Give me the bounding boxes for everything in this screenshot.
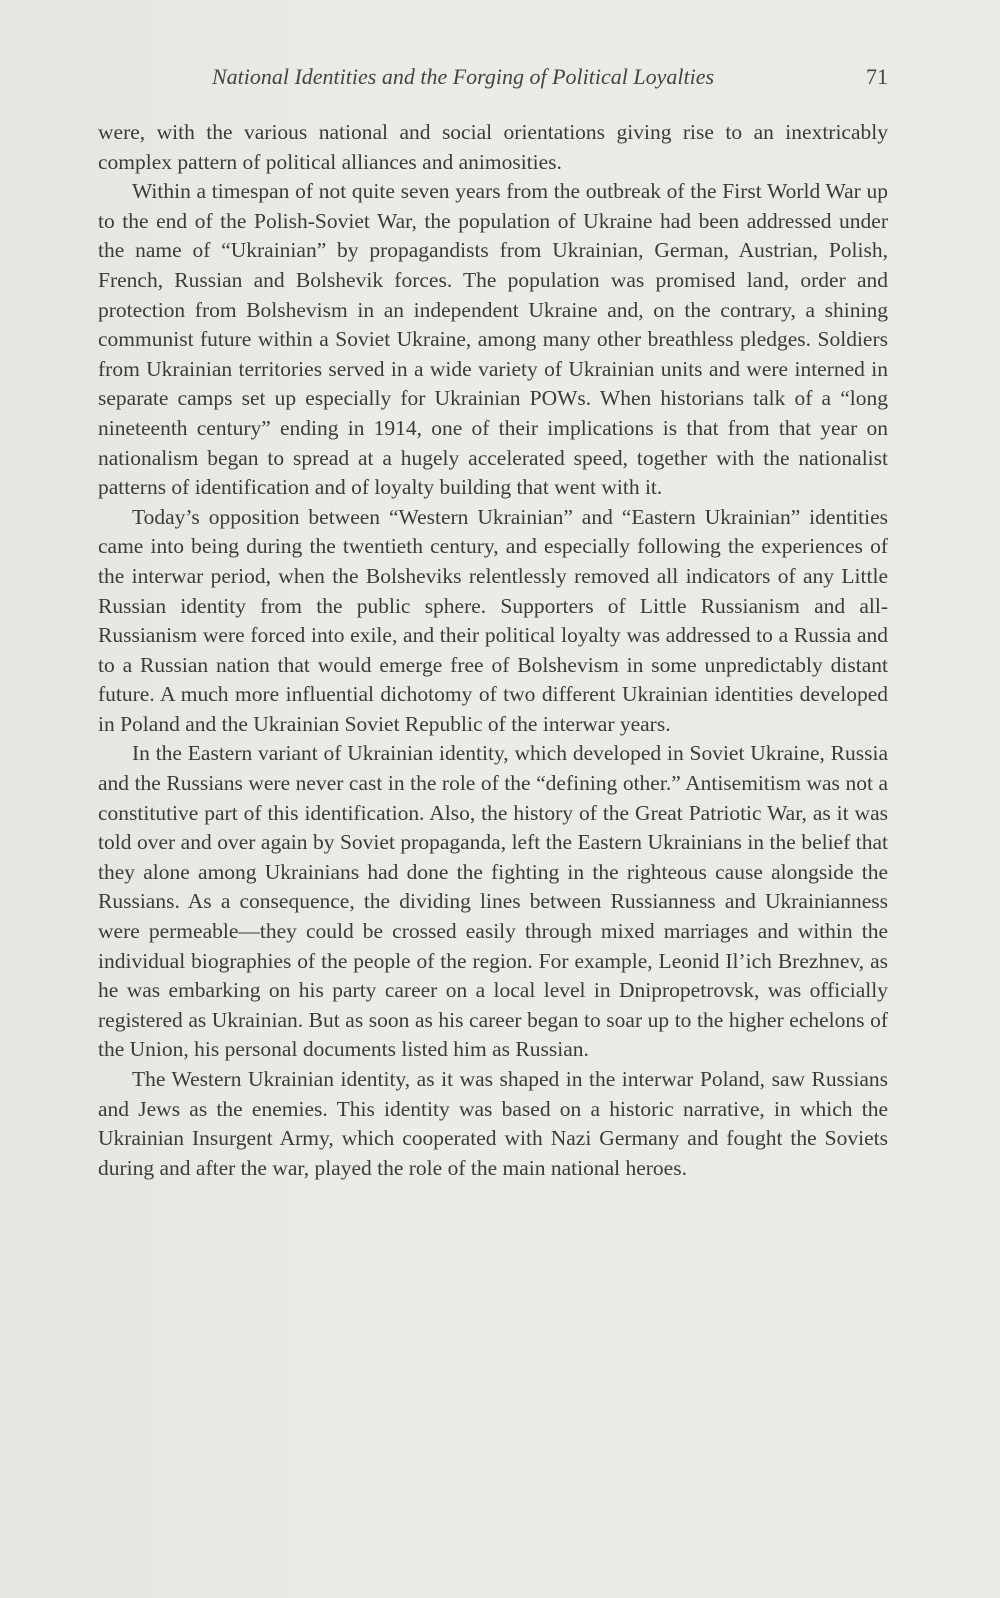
paragraph: Today’s opposition between “Western Ukrainian” and “Eastern Ukrainian” identities came into being during the twentieth century, and especially following the experiences of the interwar period, when the Bolsheviks relentlessly removed all indicators of any Little Russian identity from the public sphere. Supporters of Little Russianism and all-Russianism were forced into exile, and their political loyalty was addressed to a Russia and to a Russian nation that would emerge free of Bolshevism in some unpredictably distant future. A much more influential dichotomy of two different Ukrainian identities developed in Poland and the Ukrainian Soviet Republic of the interwar years.: [98, 504, 888, 736]
body-text: [98, 118, 888, 1183]
paragraph-continued: were, with the various national and social orientations giving rise to an inextricably complex pattern of political alliances and animosities.: [98, 120, 888, 174]
running-head: [98, 60, 888, 94]
paragraph: Within a timespan of not quite seven years from the outbreak of the First World War up to the end of the Polish-Soviet War, the population of Ukraine had been addressed under the name of “Ukrainian” by propagandists from Ukrainian, German, Austrian, Polish, French, Russian and Bolshevik forces. The population was promised land, order and protection from Bolshevism in an independent Ukraine and, on the contrary, a shining communist future within a Soviet Ukraine, among many other breathless pledges. Soldiers from Ukrainian territories served in a wide variety of Ukrainian units and were interned in separate camps set up especially for Ukrainian POWs. When historians talk of a “long nineteenth century” ending in 1914, one of their implications is that from that year on nationalism began to spread at a hugely accelerated speed, together with the nationalist patterns of identification and of loyalty building that went with it.: [98, 179, 888, 500]
paragraph: The Western Ukrainian identity, as it was shaped in the interwar Poland, saw Russians and Jews as the enemies. This identity was based on a historic narrative, in which the Ukrainian Insurgent Army, which cooperated with Nazi Germany and fought the Soviets during and after the war, played the role of the main national heroes.: [98, 1067, 888, 1180]
paragraph: In the Eastern variant of Ukrainian identity, which developed in Soviet Ukraine, Russia and the Russians were never cast in the role of the “defining other.” Antisemitism was not a constitutive part of this identification. Also, the history of the Great Patriotic War, as it was told over and over again by Soviet propaganda, left the Eastern Ukrainians in the belief that they alone among Ukrainians had done the fighting in the righteous cause alongside the Russians. As a consequence, the dividing lines between Russianness and Ukrainianness were permeable—they could be crossed easily through mixed marriages and within the individual biographies of the people of the region. For example, Leonid Il’ich Brezhnev, as he was embarking on his party career on a local level in Dnipropetrovsk, was officially registered as Ukrainian. But as soon as his career began to soar up to the higher echelons of the Union, his personal documents listed him as Russian.: [98, 741, 888, 1062]
running-title: National Identities and the Forging of Political Loyalties: [211, 64, 715, 89]
page-number: 71: [866, 64, 888, 89]
